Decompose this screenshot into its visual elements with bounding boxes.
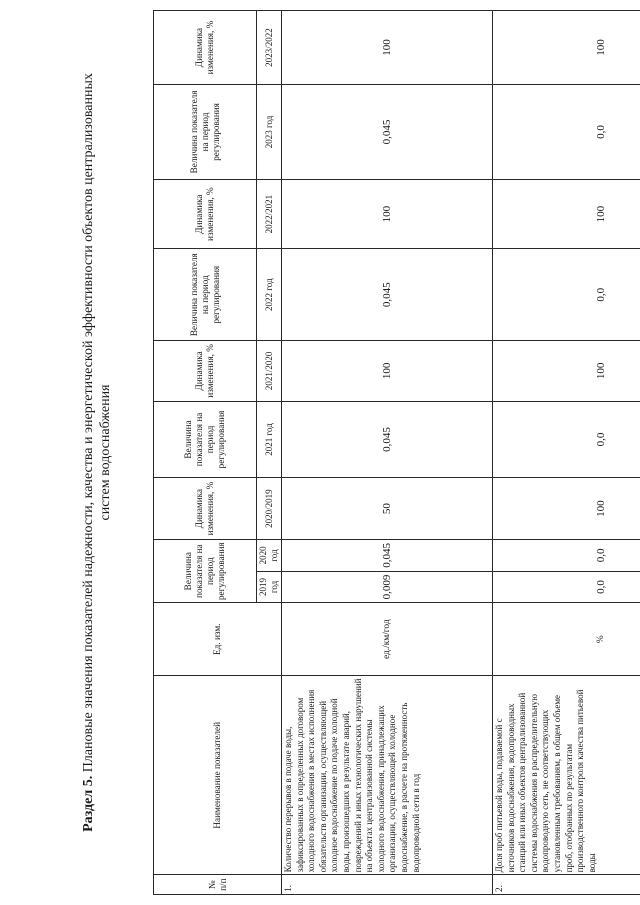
dynamics-2022: 100 [282,179,493,249]
header-value-2023: Величина показателя на период регулирования [154,85,257,180]
value-2021: 0,045 [282,401,493,477]
table-row [493,11,640,895]
unit-cell: ед./км/год [282,603,493,676]
header-value-2022: Величина показателя на период регулирования [154,249,257,340]
subheader-2023: 2023 год [257,85,282,180]
value-2021: 0,0 [493,401,640,477]
value-2020: 0,045 [282,540,493,572]
section-title [80,0,114,905]
title-line-2: систем водоснабжения [98,384,113,521]
value-2022: 0,045 [282,249,493,340]
header-dynamics-2021: Динамика изменения, % [154,340,257,401]
subheader-2020: 2020 год [257,540,282,572]
header-value-2021: Величина показателя на период регулирования [154,401,257,477]
subheader-2022: 2022 год [257,249,282,340]
indicators-table [153,10,640,895]
unit-cell: % [493,603,640,676]
dynamics-2020: 50 [282,478,493,540]
dynamics-2022: 100 [493,179,640,249]
subheader-2019: 2019 год [257,571,282,603]
dynamics-2023: 100 [493,11,640,85]
row-number: 1. [282,875,493,895]
section-number: Раздел 5. [81,775,96,832]
header-name: Наименование показателей [154,676,282,875]
value-2022: 0,0 [493,249,640,340]
title-line-1: Плановые значения показателей надежности, качества и энергетической эффективности объектов централизованных [81,73,96,773]
header-no: № п/п [154,875,282,895]
header-value-2019-2020: Величина показателя на период регулирования [154,540,257,603]
indicator-name: Количество перерывов в подаче воды, зафиксированных в определенных договором холодного водоснабжения в местах исполнения обязательств организации, осуществляющей холодное водоснабжение по подаче холодной воды, произошедших в результате аварий, повреждений и иных технологических нарушений на объектах централизованной системы холодного водоснабжения, принадлежащих организации, осуществляющей холодное водоснабжение, в расчете на протяженность водопроводной сети в год [282,676,493,875]
subheader-2021-2020: 2021/2020 [257,340,282,401]
table-row [282,11,493,895]
header-dynamics-2020: Динамика изменения, % [154,478,257,540]
subheader-2023-2022: 2023/2022 [257,11,282,85]
subheader-2021: 2021 год [257,401,282,477]
value-2019: 0,009 [282,571,493,603]
header-row [154,11,257,895]
value-2019: 0,0 [493,571,640,603]
header-unit: Ед. изм. [154,603,282,676]
dynamics-2021: 100 [282,340,493,401]
value-2020: 0,0 [493,540,640,572]
dynamics-2020: 100 [493,478,640,540]
value-2023: 0,045 [282,85,493,180]
header-dynamics-2022: Динамика изменения, % [154,179,257,249]
row-number: 2. [493,875,640,895]
indicator-name: Доля проб питьевой воды, подаваемой с источников водоснабжения, водопроводных станций или иных объектов централизованной системы водоснабжения в распределительную водопроводную сеть, не соответствующих установленным требованиям, в общем объеме проб, отобранных по результатам производственного контроля качества питьевой воды [493,676,640,875]
subheader-2022-2021: 2022/2021 [257,179,282,249]
dynamics-2021: 100 [493,340,640,401]
value-2023: 0,0 [493,85,640,180]
subheader-2020-2019: 2020/2019 [257,478,282,540]
header-dynamics-2023: Динамика изменения, % [154,11,257,85]
dynamics-2023: 100 [282,11,493,85]
